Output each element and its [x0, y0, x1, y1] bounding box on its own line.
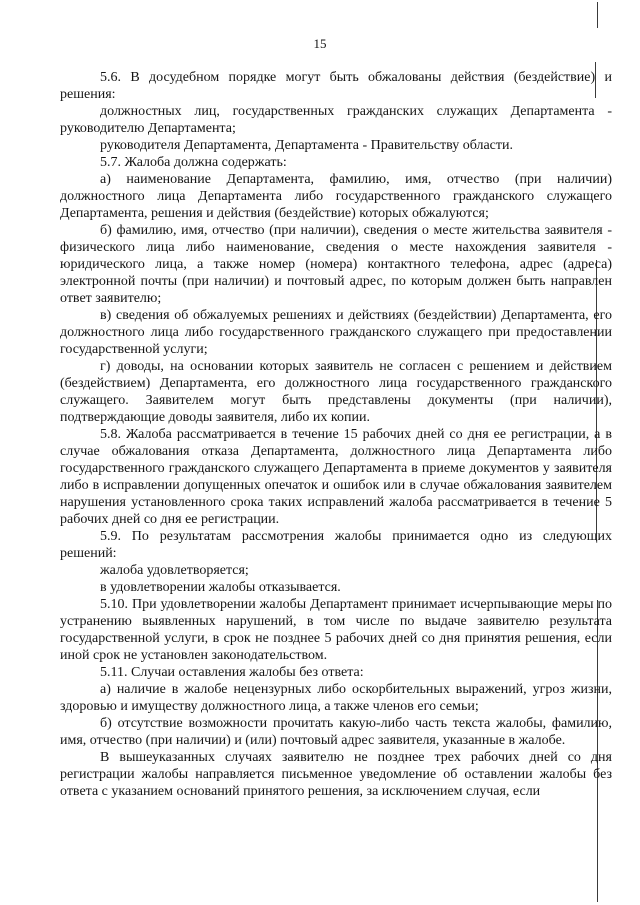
paragraph: 5.6. В досудебном порядке могут быть обжалованы действия (бездействие) и решения:	[60, 70, 612, 102]
paragraph: руководителя Департамента, Департамента - Правительству области.	[100, 138, 513, 153]
paragraph: б) отсутствие возможности прочитать какую-либо часть текста жалобы, фамилию, имя, отчество (при наличии) и (или) почтовый адрес заявителя, указанные в жалобе.	[60, 716, 612, 748]
paragraph: 5.8. Жалоба рассматривается в течение 15 рабочих дней со дня ее регистрации, а в случае обжалования отказа Департамента, должностного лица Департамента либо государственного гражданского служащего Департамента в приеме документов у заявителя либо в исправлении допущенных опечаток и ошибок или в случае обжалования заявителем нарушения установленного срока таких исправлений жалоба рассматривается в течение 5 рабочих дней со дня ее регистрации.	[60, 427, 612, 527]
paragraph: а) наименование Департамента, фамилию, имя, отчество (при наличии) должностного лица Департамента либо государственного гражданского служащего Департамента, решения и действия (бездействие) которых обжалуются;	[60, 172, 612, 221]
paragraph: г) доводы, на основании которых заявитель не согласен с решением и действием (бездействием) Департамента, его должностного лица государственного гражданского служащего. Заявителем могут быть представлены документы (при наличии), подтверждающие доводы заявителя, либо их копии.	[60, 359, 612, 425]
paragraph: а) наличие в жалобе нецензурных либо оскорбительных выражений, угроз жизни, здоровью и имуществу должностного лица, а также членов его семьи;	[60, 682, 612, 714]
paragraph: жалоба удовлетворяется;	[100, 563, 249, 578]
paragraph: в удовлетворении жалобы отказывается.	[100, 580, 341, 595]
page-number: 15	[313, 36, 327, 51]
paragraph: 5.7. Жалоба должна содержать:	[100, 155, 287, 170]
paragraph: в) сведения об обжалуемых решениях и действиях (бездействии) Департамента, его должностного лица либо государственного гражданского служащего при предоставлении государственной услуги;	[60, 308, 612, 357]
paragraph: 5.11. Случаи оставления жалобы без ответа:	[100, 665, 364, 680]
document-body	[60, 69, 612, 800]
paragraph: В вышеуказанных случаях заявителю не позднее трех рабочих дней со дня регистрации жалобы направляется письменное уведомление об оставлении жалобы без ответа с указанием оснований принятого решения, за исключением случая, если	[60, 750, 612, 799]
paragraph: 5.10. При удовлетворении жалобы Департамент принимает исчерпывающие меры по устранению выявленных нарушений, в том числе по выдаче заявителю результата государственной услуги, в срок не позднее 5 рабочих дней со дня принятия решения, если иной срок не установлен законодательством.	[60, 597, 612, 663]
scan-margin-line	[597, 2, 598, 28]
paragraph: б) фамилию, имя, отчество (при наличии), сведения о месте жительства заявителя - физического лица либо наименование, сведения о месте нахождения заявителя - юридического лица, а также номер (номера) контактного телефона, адрес (адреса) электронной почты (при наличии) и почтовый адрес, по которым должен быть направлен ответ заявителю;	[60, 223, 612, 306]
paragraph: должностных лиц, государственных гражданских служащих Департамента - руководителю Департамента;	[60, 104, 612, 136]
paragraph: 5.9. По результатам рассмотрения жалобы принимается одно из следующих решений:	[60, 529, 612, 561]
